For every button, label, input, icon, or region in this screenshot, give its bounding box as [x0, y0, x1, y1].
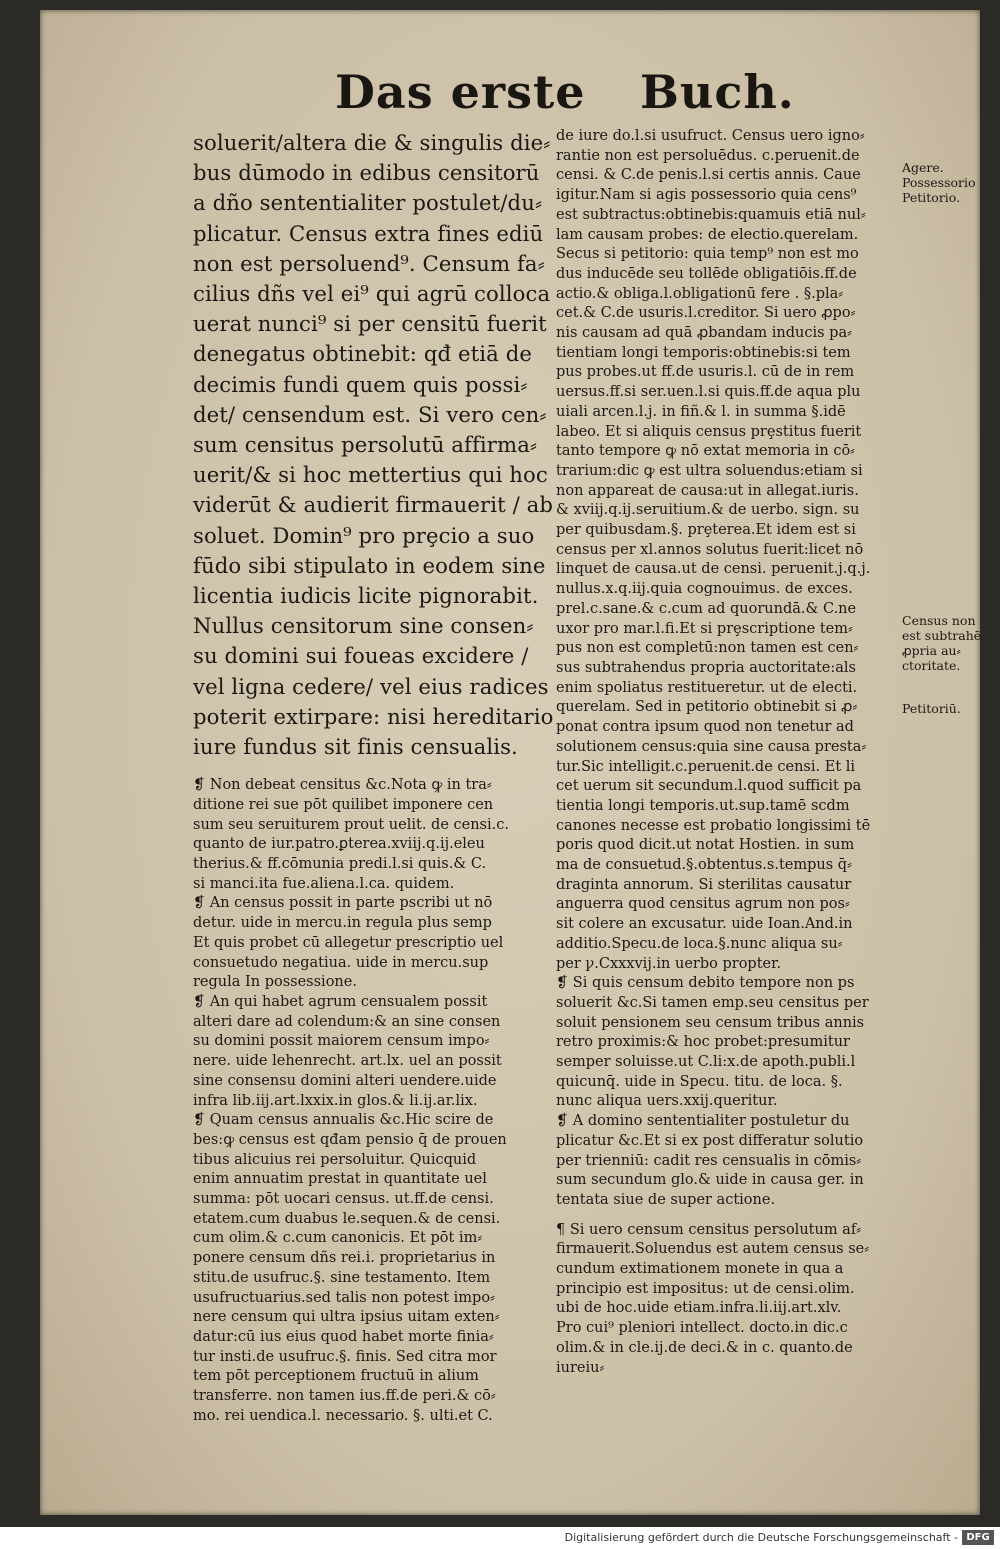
margin-note-line: Petitoriū. — [902, 701, 961, 716]
gloss-line: tibus alicuius rei persoluitur. Quicquid — [193, 1151, 477, 1168]
gloss-line: nunc aliqua uers.xxij.queritur. — [556, 1093, 778, 1110]
gloss-paragraph-final — [556, 1221, 906, 1379]
gloss-line: ❡ Non debeat censitus &c.Nota ꝙ in tra⸗ — [193, 777, 492, 794]
gloss-line: sit colere an excusatur. uide Ioan.And.in — [556, 916, 853, 933]
gloss-line: de iure do.l.si usufruct. Census uero igno⸗ — [556, 128, 865, 144]
gloss-line: Secus si petitorio: quia temp⁹ non est mo — [556, 246, 859, 263]
gloss-line: tentata siue de super actione. — [556, 1191, 776, 1208]
gloss-line: infra lib.iij.art.lxxix.in glos.& li.ij.ar.lix. — [193, 1092, 478, 1109]
gloss-line: semper soluisse.ut C.li:x.de apoth.publi.l — [556, 1054, 856, 1071]
text-line: decimis fundi quem quis possi⸗ — [193, 371, 528, 397]
gloss-continuation — [556, 127, 906, 1211]
margin-note-census — [902, 613, 981, 673]
gloss-line: datur:cū ius eius quod habet morte finia⸗ — [193, 1328, 494, 1345]
gloss-line: solutionem census:quia sine causa presta⸗ — [556, 738, 867, 755]
gloss-line: tur.Sic intelligit.c.peruenit.de censi. Et li — [556, 758, 856, 775]
text-line: vel ligna cedere/ vel eius radices — [193, 673, 549, 699]
running-head-left: Das erste — [335, 65, 586, 119]
gloss-line: est subtractus:obtinebis:quamuis etiā nul⸗ — [556, 206, 866, 223]
gloss-line: regula In possessione. — [193, 974, 357, 991]
gloss-line: therius.& ff.cōmunia predi.l.si quis.& C. — [193, 856, 487, 873]
text-line: iure fundus sit finis censualis. — [193, 734, 518, 760]
text-line: su domini sui foueas excidere / — [193, 643, 529, 669]
gloss-line: mo. rei uendica.l. necessario. §. ulti.et C. — [193, 1407, 493, 1424]
gloss-line: ubi de hoc.uide etiam.infra.li.iij.art.xlv. — [556, 1300, 842, 1317]
text-line: viderūt & audierit firmauerit / ab — [193, 492, 554, 518]
margin-note-line: ctoritate. — [902, 658, 961, 673]
margin-note-line: Agere. — [902, 160, 944, 175]
gloss-line: non appareat de causa:ut in allegat.iuris. — [556, 482, 859, 499]
gloss-line: ❡ A domino sententialiter postuletur du — [556, 1113, 850, 1130]
text-line: sum censitus persolutū affirma⸗ — [193, 432, 538, 458]
gloss-line: sum secundum glo.& uide in causa ger. in — [556, 1172, 864, 1189]
margin-note-agere — [902, 160, 976, 205]
gloss-line: canones necesse est probatio longissimi tē — [556, 817, 871, 834]
gloss-line: querelam. Sed in petitorio obtinebit si ꝓ⸗ — [556, 699, 858, 716]
gloss-line: iureiu⸗ — [556, 1359, 605, 1376]
text-line: uerit/& si hoc mettertius qui hoc — [193, 462, 548, 488]
gloss-line: retro proximis:& hoc probet:presumitur — [556, 1034, 850, 1051]
gloss-line: per quibusdam.§. prȩterea.Et idem est si — [556, 522, 856, 539]
gloss-line: Et quis probet cū allegetur prescriptio uel — [193, 934, 504, 951]
text-line: cilius dñs vel ei⁹ qui agrū colloca — [193, 281, 551, 307]
text-line: a dño sententialiter postulet/du⸗ — [193, 190, 543, 216]
gloss-line: nere censum qui ultra ipsius uitam exten⸗ — [193, 1309, 500, 1326]
text-line: bus dūmodo in edibus censitorū — [193, 160, 540, 186]
gloss-line: sus subtrahendus propria auctoritate:als — [556, 659, 856, 676]
gloss-line: per ꝩ.Cxxxvij.in uerbo propter. — [556, 955, 782, 972]
margin-note-petitorium — [902, 701, 961, 716]
running-head-right: Buch. — [640, 65, 795, 119]
gloss-line: olim.& in cle.ij.de deci.& in c. quanto.de — [556, 1339, 853, 1356]
gloss-line: rantie non est persoluēdus. c.peruenit.de — [556, 147, 860, 164]
text-line: plicatur. Census extra fines ediū — [193, 220, 544, 246]
gloss-line: cundum extimationem monete in qua a — [556, 1261, 844, 1278]
gloss-line: draginta annorum. Si sterilitas causatur — [556, 876, 852, 893]
margin-note-line: ꝓpria au⸗ — [902, 643, 961, 658]
gloss-line: sum seu seruiturem prout uelit. de censi.c. — [193, 816, 509, 833]
gloss-line: ❡ Si quis censum debito tempore non ps — [556, 975, 855, 992]
gloss-line: uxor pro mar.l.fi.Et si prȩscriptione tem⸗ — [556, 620, 853, 637]
gloss-line: cum olim.& c.cum canonicis. Et pōt im⸗ — [193, 1230, 483, 1247]
gloss-line: additio.Specu.de loca.§.nunc aliqua su⸗ — [556, 935, 843, 952]
gloss-line: si manci.ita fue.aliena.l.ca. quidem. — [193, 875, 455, 892]
gloss-line: ❡ Quam census annualis &c.Hic scire de — [193, 1112, 494, 1129]
gloss-line: poris quod dicit.ut notat Hostien. in sum — [556, 837, 855, 854]
gloss-line: transferre. non tamen ius.ff.de peri.& cō⸗ — [193, 1388, 496, 1405]
gloss-line: linquet de causa.ut de censi. peruenit.j.q.j. — [556, 561, 871, 578]
gloss-line: bes:ꝙ census est qđam pensio q̄ de prouen — [193, 1131, 507, 1148]
margin-note-line: Petitorio. — [902, 190, 961, 205]
gloss-line: soluerit &c.Si tamen emp.seu censitus per — [556, 994, 869, 1011]
gloss-line: ponere censum dñs rei.i. proprietarius in — [193, 1250, 496, 1267]
margin-note-line: Possessorio — [902, 175, 976, 190]
gloss-line: tientia longi temporis.ut.sup.tamē scdm — [556, 797, 850, 814]
gloss-line: ponat contra ipsum quod non tenetur ad — [556, 719, 854, 736]
text-line: poterit extirpare: nisi hereditario — [193, 703, 554, 729]
margin-note-line: est subtrahē — [902, 628, 982, 643]
gloss-line: quicunq̄. uide in Specu. titu. de loca. §. — [556, 1073, 843, 1090]
gloss-line: igitur.Nam si agis possessorio quia cens⁹ — [556, 187, 857, 204]
gloss-line: consuetudo negatiua. uide in mercu.sup — [193, 954, 489, 971]
gloss-line: trarium:dic ꝙ est ultra soluendus:etiam si — [556, 462, 863, 479]
gloss-line: tem pōt perceptionem fructuū in alium — [193, 1368, 479, 1385]
gloss-line: ditione rei sue pōt quilibet imponere cen — [193, 796, 494, 813]
gloss-line: ❡ An census possit in parte pscribi ut nō — [193, 895, 493, 912]
left-column — [193, 128, 563, 1426]
text-line: uerat nunci⁹ si per censitū fuerit — [193, 311, 547, 337]
text-line: Nullus censitorum sine consen⸗ — [193, 613, 534, 639]
gloss-line: principio est impositus: ut de censi.olim. — [556, 1280, 855, 1297]
gloss-line: firmauerit.Soluendus est autem census se⸗ — [556, 1241, 870, 1258]
margin-note-line: Census non — [902, 613, 976, 628]
text-line: denegatus obtinebit: qđ etiā de — [193, 341, 533, 367]
gloss-line: ma de consuetud.§.obtentus.s.tempus q̄⸗ — [556, 857, 852, 874]
footer-credit: Digitalisierung gefördert durch die Deutsche Forschungsgemeinschaft - — [564, 1531, 958, 1544]
gloss-line: labeo. Et si aliquis census prȩstitus fuerit — [556, 423, 862, 440]
text-line: licentia iudicis licite pignorabit. — [193, 583, 539, 609]
gloss-line: tanto tempore ꝙ nō extat memoria in cō⸗ — [556, 443, 856, 460]
text-line: soluet. Domin⁹ pro prȩcio a suo — [193, 522, 535, 548]
text-line: fūdo sibi stipulato in eodem sine — [193, 552, 546, 578]
gloss-line: etatem.cum duabus le.sequen.& de censi. — [193, 1210, 501, 1227]
gloss-line: enim annuatim prestat in quantitate uel — [193, 1171, 487, 1188]
right-column — [556, 127, 906, 1378]
footer-bar — [0, 1527, 1000, 1549]
gloss-line: cet.& C.de usuris.l.creditor. Si uero ꝓpo⸗ — [556, 305, 856, 322]
gloss-line: nullus.x.q.iij.quia cognouimus. de exces. — [556, 581, 853, 598]
text-line: soluerit/altera die & singulis die⸗ — [193, 130, 551, 155]
dfg-logo: DFG — [962, 1530, 994, 1545]
text-line: non est persoluend⁹. Censum fa⸗ — [193, 250, 545, 276]
gloss-line: anguerra quod censitus agrum non pos⸗ — [556, 896, 850, 913]
gloss-line: usufructuarius.sed talis non potest impo⸗ — [193, 1289, 495, 1306]
gloss-line: ❡ An qui habet agrum censualem possit — [193, 994, 488, 1010]
gloss-line: per trienniū: cadit res censualis in cōmis⸗ — [556, 1152, 862, 1169]
gloss-line: pus probes.ut ff.de usuris.l. cū de in rem — [556, 364, 855, 381]
gloss-line: ¶ Si uero censum censitus persolutum af⸗ — [556, 1221, 862, 1238]
gloss-text-block — [193, 776, 563, 1426]
gloss-line: uiali arcen.l.j. in fiñ.& l. in summa §.idē — [556, 403, 846, 420]
gloss-line: soluit pensionem seu censum tribus annis — [556, 1014, 865, 1031]
gloss-line: detur. uide in mercu.in regula plus semp — [193, 915, 492, 932]
gloss-line: censi. & C.de penis.l.si certis annis. Caue — [556, 167, 861, 184]
book-page — [40, 10, 980, 1515]
gloss-line: tientiam longi temporis:obtinebis:si tem — [556, 344, 851, 361]
gloss-line: tur insti.de usufruc.§. finis. Sed citra mor — [193, 1348, 497, 1365]
gloss-line: & xviij.q.ij.seruitium.& de uerbo. sign. su — [556, 502, 860, 519]
gloss-line: prel.c.sane.& c.cum ad quorundā.& C.ne — [556, 600, 857, 617]
text-line: det/ censendum est. Si vero cen⸗ — [193, 401, 547, 427]
gloss-line: uersus.ff.si ser.uen.l.si quis.ff.de aqua plu — [556, 384, 861, 401]
gloss-line: actio.& obliga.l.obligationū fere . §.pla⸗ — [556, 285, 844, 302]
gloss-line: Pro cui⁹ pleniori intellect. docto.in dic.c — [556, 1320, 848, 1337]
main-text-block — [193, 128, 563, 762]
gloss-line: quanto de iur.patro.ꝑterea.xviij.q.ij.eleu — [193, 836, 485, 853]
gloss-line: plicatur &c.Et si ex post differatur solutio — [556, 1132, 864, 1149]
gloss-line: enim spoliatus restitueretur. ut de electi. — [556, 679, 858, 696]
gloss-line: pus non est completū:non tamen est cen⸗ — [556, 640, 859, 657]
gloss-line: su domini possit maiorem censum impo⸗ — [193, 1033, 490, 1050]
gloss-line: dus inducēde seu tollēde obligatiōis.ff.de — [556, 265, 857, 282]
gloss-line: census per xl.annos solutus fuerit:licet nō — [556, 541, 864, 558]
gloss-line: cet uerum sit secundum.l.quod sufficit pa — [556, 778, 862, 795]
gloss-line: summa: pōt uocari census. ut.ff.de censi. — [193, 1191, 494, 1208]
gloss-line: sine consensu domini alteri uendere.uide — [193, 1072, 497, 1089]
gloss-line: nere. uide lehenrecht. art.lx. uel an possit — [193, 1053, 502, 1070]
gloss-line: lam causam probes: de electio.querelam. — [556, 226, 859, 243]
gloss-line: nis causam ad quā ꝓbandam inducis pa⸗ — [556, 325, 852, 342]
gloss-line: stitu.de usufruc.§. sine testamento. Item — [193, 1269, 491, 1286]
gloss-line: alteri dare ad colendum:& an sine consen — [193, 1013, 501, 1030]
